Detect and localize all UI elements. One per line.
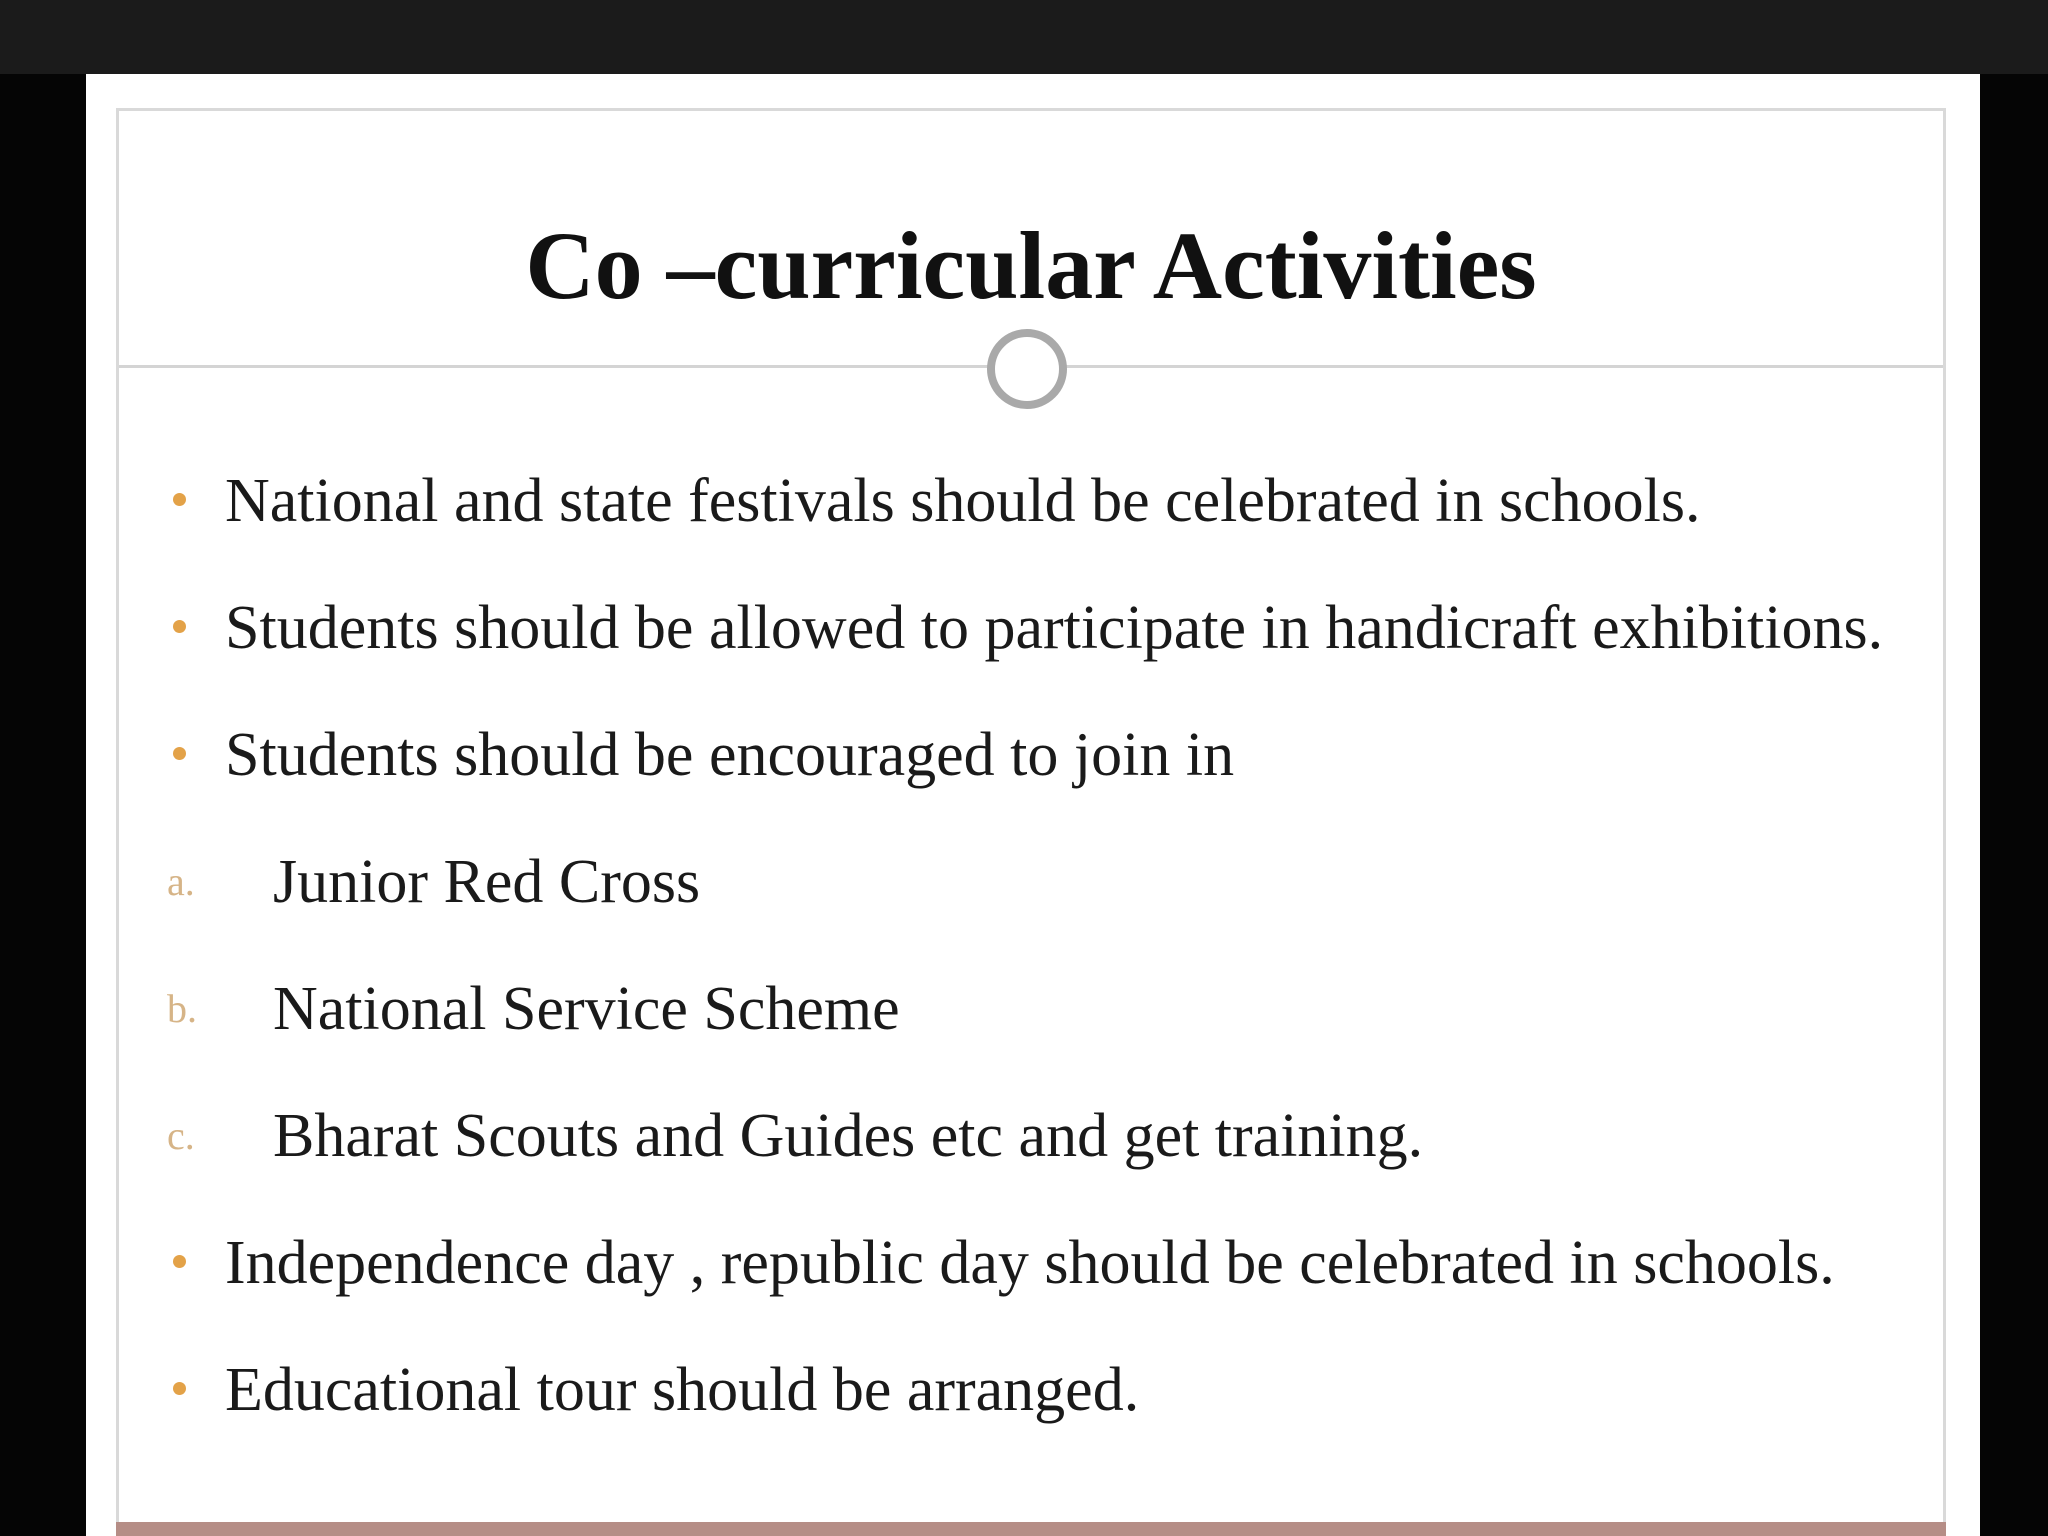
list-item — [119, 1217, 1943, 1307]
sub-list-item-text: Bharat Scouts and Guides etc and get training. — [273, 1102, 1424, 1170]
slide — [86, 74, 1980, 1536]
bullet-dot-icon — [173, 747, 186, 760]
list-item-text: Educational tour should be arranged. — [225, 1356, 1140, 1424]
list-item-text: Independence day , republic day should be celebrated in schools. — [225, 1229, 1835, 1297]
list-item-text: Students should be encouraged to join in — [225, 721, 1235, 789]
list-item — [119, 709, 1943, 799]
letter-marker: c. — [167, 1113, 195, 1158]
list-item — [119, 1344, 1943, 1434]
sub-list-item — [119, 1090, 1943, 1180]
slide-title: Co –curricular Activities — [525, 212, 1537, 319]
right-letterbox — [1980, 74, 2048, 1536]
sub-list-item — [119, 963, 1943, 1053]
list-item — [119, 582, 1943, 672]
bullet-dot-icon — [173, 620, 186, 633]
sub-list-item — [119, 836, 1943, 926]
left-letterbox — [0, 74, 86, 1536]
content-list — [119, 111, 1943, 1536]
slide-bottom-band — [116, 1522, 1946, 1536]
top-bar — [0, 0, 2048, 74]
letter-marker: a. — [167, 859, 195, 904]
list-item-text: National and state festivals should be celebrated in schools. — [225, 467, 1701, 535]
bullet-dot-icon — [173, 493, 186, 506]
list-item-text: Students should be allowed to participate in handicraft exhibitions. — [225, 594, 1884, 662]
slide-frame — [116, 108, 1946, 1536]
bullet-dot-icon — [173, 1255, 186, 1268]
list-item — [119, 455, 1943, 545]
sub-list-item-text: National Service Scheme — [273, 975, 900, 1043]
letter-marker: b. — [167, 986, 197, 1031]
bullet-dot-icon — [173, 1382, 186, 1395]
sub-list-item-text: Junior Red Cross — [273, 848, 701, 916]
